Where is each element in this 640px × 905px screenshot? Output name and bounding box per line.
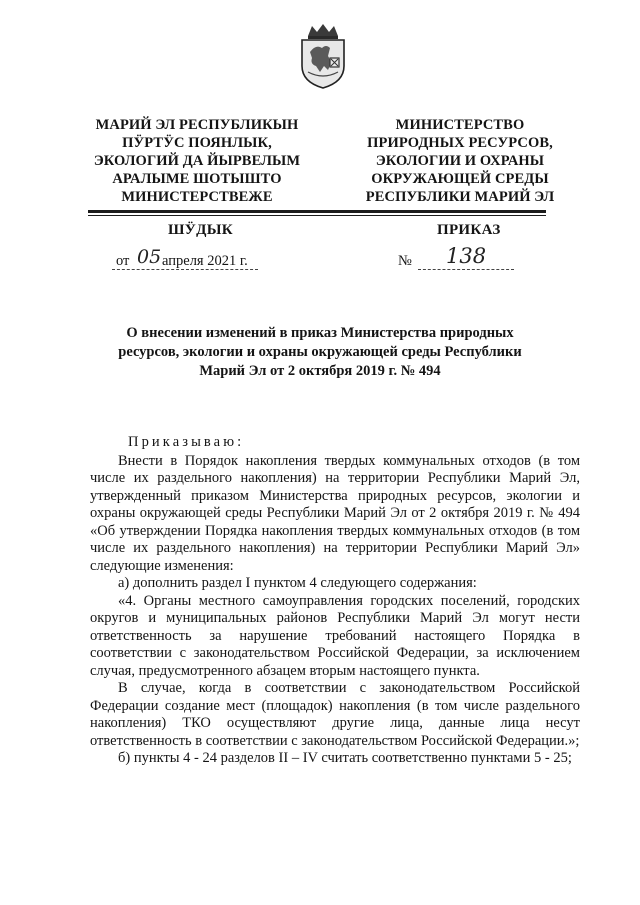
- header-right-line: ПРИРОДНЫХ РЕСУРСОВ,: [367, 135, 553, 151]
- document-number: [418, 244, 514, 270]
- date-day-handwritten: 05: [137, 246, 162, 268]
- header-left-line: ПӰРТӰС ПОЯНЛЫК,: [122, 135, 272, 151]
- document-body: [90, 434, 580, 768]
- header-divider-thick: [88, 210, 546, 213]
- header-left-line: МИНИСТЕРСТВЕЖЕ: [121, 189, 273, 205]
- body-paragraph: В случае, когда в соответствии с законодательством Российской Федерации создание мест (площадок) накопления (в том числе раздельного накопления) ТКО осуществляют другие лица, данные лица несут ответственность в соответствии с законодательством Российской Федерации.»;: [90, 680, 580, 749]
- header-right-line: ОКРУЖАЮЩЕЙ СРЕДЫ: [371, 171, 549, 187]
- header-left-line: ЭКОЛОГИЙ ДА ЙЫРВЕЛЫМ: [93, 153, 301, 169]
- title-line: ресурсов, экологии и охраны окружающей среды Республики: [118, 344, 522, 360]
- document-date: [112, 246, 258, 270]
- body-paragraph: а) дополнить раздел I пунктом 4 следующего содержания:: [118, 575, 477, 591]
- title-line: О внесении изменений в приказ Министерства природных: [126, 325, 514, 341]
- body-paragraph: «4. Органы местного самоуправления городских поселений, городских округов и муниципальных районов Республики Марий Эл могут нести ответственность за нарушение требований настоящего Порядка в соответствии с законодательством Российской Федерации, за исключением случая, предусмотренного абзацем вторым настоящего пункта.: [90, 592, 580, 679]
- coat-of-arms-icon: [298, 22, 348, 90]
- header-right-ministry-name-russian: [345, 116, 575, 206]
- title-line: Марий Эл от 2 октября 2019 г. № 494: [199, 363, 441, 379]
- body-paragraph: б) пункты 4 - 24 разделов II – IV считать соответственно пунктами 5 - 25;: [118, 750, 572, 766]
- document-number-handwritten: 138: [446, 244, 487, 268]
- doc-type-mari: ШӰДЫК: [168, 222, 233, 238]
- number-sign: №: [398, 253, 412, 269]
- header-right-line: РЕСПУБЛИКИ МАРИЙ ЭЛ: [365, 189, 555, 205]
- header-divider-thin: [88, 215, 546, 216]
- header-right-line: ЭКОЛОГИИ И ОХРАНЫ: [375, 153, 545, 169]
- date-month-year: апреля 2021 г.: [162, 253, 248, 269]
- document-title: [100, 324, 540, 381]
- order-word: Приказываю:: [128, 434, 245, 450]
- header-right-line: МИНИСТЕРСТВО: [395, 117, 525, 133]
- header-left-line: АРАЛЫМЕ ШОТЫШТО: [112, 171, 282, 187]
- header-left-ministry-name-mari: [82, 116, 312, 206]
- doc-type-russian: ПРИКАЗ: [437, 222, 501, 238]
- date-prefix: от: [116, 253, 130, 269]
- header-left-line: МАРИЙ ЭЛ РЕСПУБЛИКЫН: [95, 117, 299, 133]
- body-paragraph: Внести в Порядок накопления твердых коммунальных отходов (в том числе их раздельного накопления) на территории Республики Марий Эл, утвержденный приказом Министерства природных ресурсов, экологии и охраны окружающей среды Республики Марий Эл от 2 октября 2019 г. № 494 «Об утверждении Порядка накопления твердых коммунальных отходов (в том числе их раздельного накопления) на территории Республики Марий Эл» следующие изменения:: [90, 452, 580, 574]
